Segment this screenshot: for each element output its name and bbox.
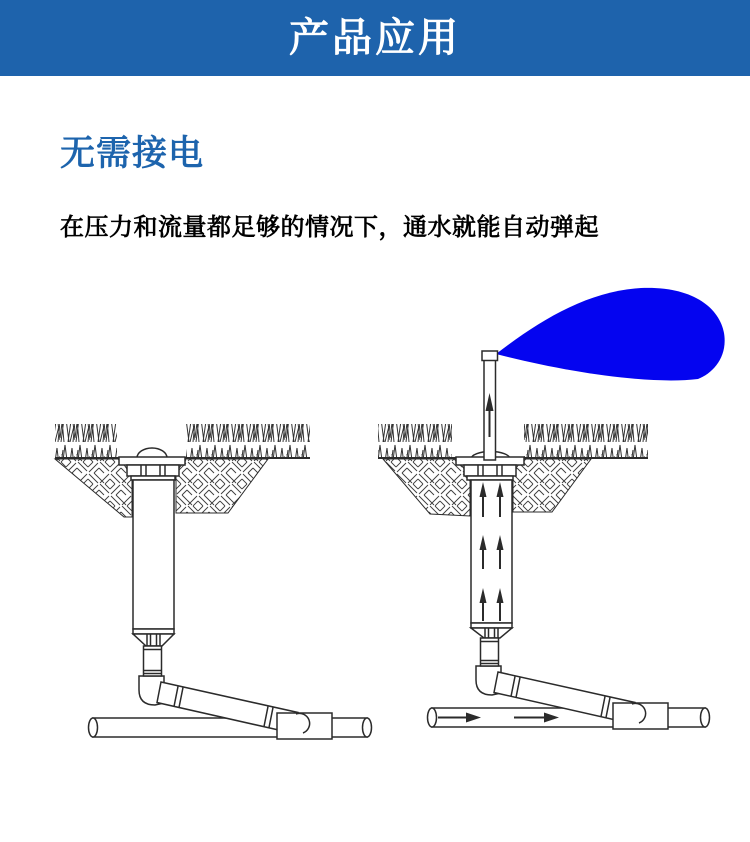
- body-outlet-left: [133, 629, 174, 676]
- banner-title: 产品应用: [289, 16, 461, 60]
- water-spray: [496, 288, 725, 381]
- tee-fitting-right: [613, 703, 668, 729]
- feature-description: 在压力和流量都足够的情况下，通水就能自动弹起: [60, 214, 599, 241]
- nozzle: [482, 351, 498, 361]
- collar-left: [127, 465, 179, 476]
- body-outlet-right: [471, 623, 512, 666]
- sprinkler-active-figure: [378, 288, 725, 729]
- sprinkler-head-left: [119, 448, 185, 480]
- sprinkler-body-left: [133, 480, 174, 629]
- collar-right: [464, 465, 516, 476]
- grass-left: [55, 424, 310, 458]
- sprinkler-retracted-figure: [55, 424, 372, 739]
- grass-right: [378, 424, 648, 458]
- pipe-flow-arrows: [438, 713, 559, 723]
- tee-fitting-left: [277, 713, 332, 739]
- section-banner: [0, 0, 750, 76]
- flange-left: [119, 457, 185, 465]
- feature-heading: 无需接电: [60, 134, 205, 173]
- sprinkler-body-right: [471, 480, 512, 623]
- pop-up-sprinkler-diagram: [0, 255, 750, 815]
